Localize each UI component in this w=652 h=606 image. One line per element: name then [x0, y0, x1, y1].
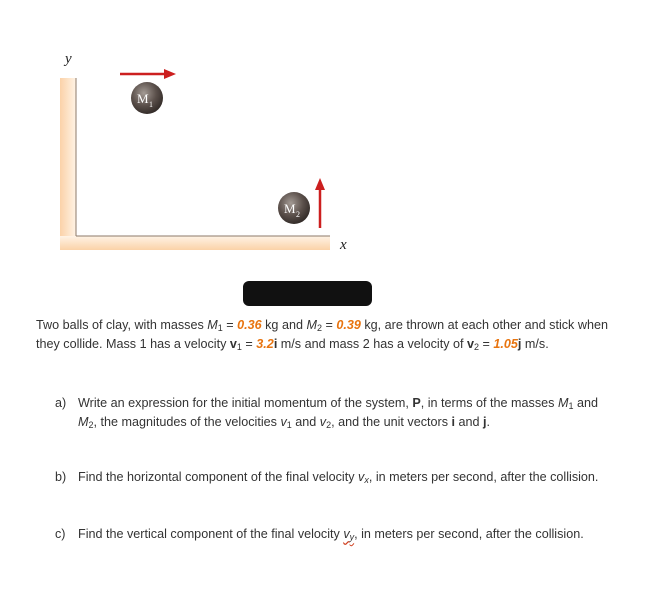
qa-v1: v [280, 414, 287, 429]
velocity2-subscript: 2 [474, 341, 480, 352]
qa-text-4: , the magnitudes of the velocities [93, 414, 281, 429]
momentum-symbol: P [412, 396, 421, 410]
intro-text-5: m/s. [521, 336, 549, 351]
qb-v: v [358, 470, 365, 484]
qa-mass2: M [78, 414, 89, 429]
mass2-value: 0.39 [336, 318, 361, 332]
qb-text-1: Find the horizontal component of the final velocity [78, 470, 359, 484]
equals-2: = [321, 318, 337, 332]
qc-text-1: Find the vertical component of the final velocity [78, 527, 344, 541]
velocity2-unit-vector: j [517, 336, 522, 351]
qb-text-2: , in meters per second, after the collision. [368, 470, 599, 484]
velocity1-subscript: 1 [236, 341, 242, 352]
x-axis-label: x [340, 237, 347, 253]
ball-m1-subscript: 1 [149, 100, 153, 109]
intro-text-3: kg, are thrown at each other and stick when they collide. Mass 1 has a velocity [36, 318, 608, 351]
question-b-letter: b) [55, 470, 67, 484]
problem-statement [36, 316, 616, 353]
qa-text-6: , and the unit vectors [331, 414, 452, 429]
question-a [55, 394, 610, 431]
ball-m2-label: M [284, 201, 296, 216]
diagram-svg [0, 0, 652, 300]
equals-3: = [241, 336, 257, 351]
qa-v1-sub: 1 [286, 419, 292, 430]
qc-v: v [343, 527, 350, 541]
qa-v2-sub: 2 [326, 419, 332, 430]
qa-text-5: and [291, 414, 320, 429]
horizontal-wall [60, 236, 330, 250]
diagram [0, 0, 652, 300]
qa-text-2: , in terms of the masses [420, 396, 558, 410]
redaction-bar [243, 281, 372, 306]
velocity-arrow-m1 [120, 69, 176, 79]
velocity1-value: 3.2 [256, 336, 274, 351]
ball-m2 [278, 192, 310, 224]
question-c-letter: c) [55, 527, 66, 541]
question-b-text [78, 468, 610, 487]
vertical-wall [60, 78, 76, 250]
question-c [55, 525, 610, 544]
qa-text-8: . [486, 414, 491, 429]
mass1-value: 0.36 [237, 318, 262, 332]
y-axis-label: y [65, 51, 72, 67]
mass1-subscript: 1 [217, 323, 223, 333]
velocity2-value: 1.05 [493, 336, 518, 351]
qa-unit-i: i [451, 414, 455, 429]
qa-mass1-sub: 1 [568, 401, 574, 411]
question-a-text [78, 394, 610, 431]
qb-v-sub: x [364, 475, 369, 485]
qa-mass1: M [557, 396, 569, 410]
qc-text-2: , in meters per second, after the collision. [354, 527, 584, 541]
velocity2-symbol: v [467, 336, 475, 351]
velocity1-unit-vector: i [273, 336, 278, 351]
equals-4: = [479, 336, 494, 351]
mass2-subscript: 2 [316, 323, 322, 333]
qa-text-7: and [455, 414, 484, 429]
qa-v2: v [319, 414, 327, 429]
qa-text-3: and [573, 396, 598, 410]
qc-v-sub: y [349, 532, 355, 542]
velocity1-symbol: v [229, 336, 237, 351]
mass1-symbol: M [207, 318, 218, 332]
ball-m1 [131, 82, 163, 114]
ball-m2-subscript: 2 [296, 210, 300, 219]
intro-text-1: Two balls of clay, with masses [36, 318, 208, 332]
intro-text-4: m/s and mass 2 has a velocity of [277, 336, 467, 351]
intro-text-2: kg and [261, 318, 307, 332]
mass2-symbol: M [306, 318, 317, 332]
question-a-letter: a) [55, 396, 67, 410]
question-b [55, 468, 610, 487]
ball-m1-label: M [137, 91, 149, 106]
qa-text-1: Write an expression for the initial momentum of the system, [78, 396, 413, 410]
equals-1: = [222, 318, 238, 332]
qa-unit-j: j [483, 414, 487, 429]
question-c-text [78, 525, 610, 544]
qa-mass2-sub: 2 [88, 419, 94, 430]
velocity-arrow-m2 [315, 178, 325, 228]
